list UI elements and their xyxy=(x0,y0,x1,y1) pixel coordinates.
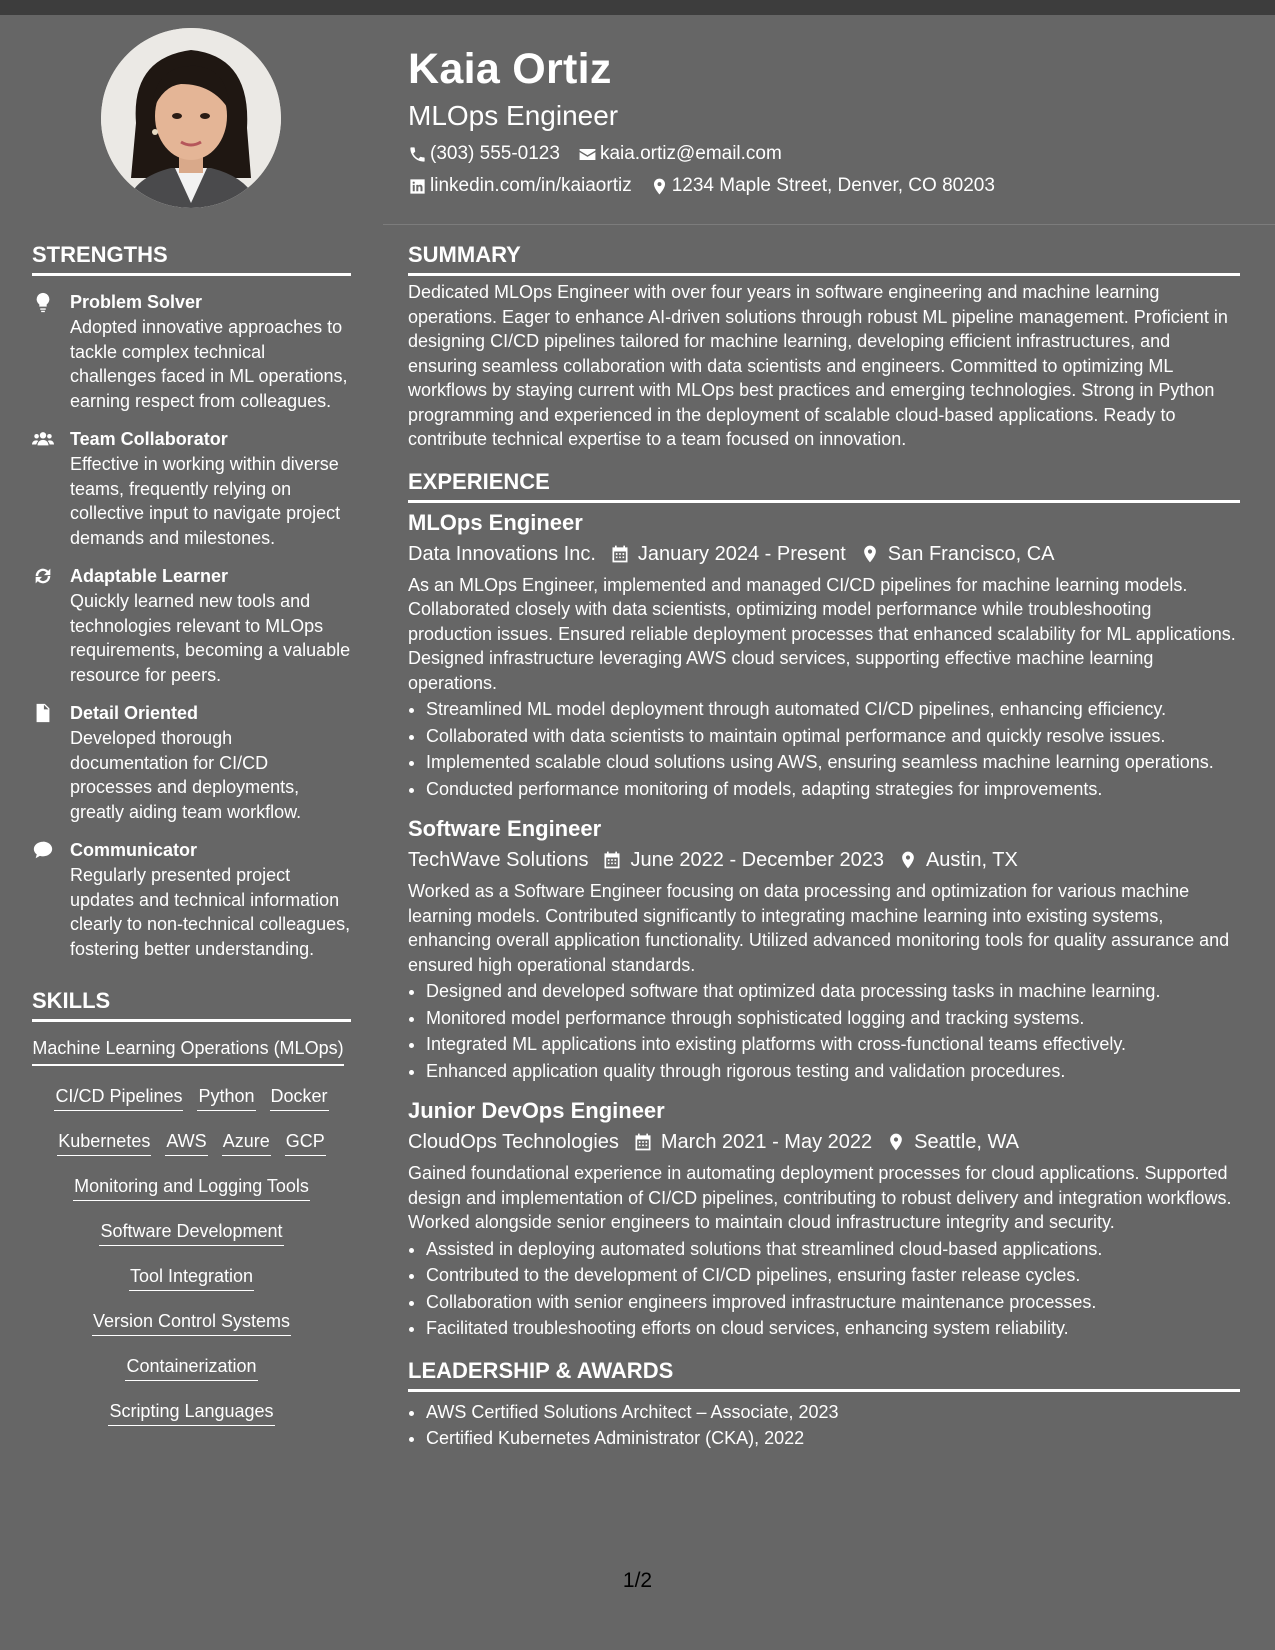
location-pin-icon xyxy=(860,544,880,564)
address-text: 1234 Maple Street, Denver, CO 80203 xyxy=(671,175,995,196)
profile-photo xyxy=(101,28,281,208)
job-dates: March 2021 - May 2022 xyxy=(660,1131,873,1153)
skill-tag: Software Development xyxy=(99,1219,283,1246)
phone-contact xyxy=(408,138,560,170)
linkedin-icon xyxy=(408,177,427,196)
skill-tag: Containerization xyxy=(125,1354,257,1381)
skill-row xyxy=(32,1084,351,1111)
skill-row xyxy=(32,1399,351,1426)
job-bullets xyxy=(408,979,1240,1083)
lightbulb-icon xyxy=(32,291,54,313)
skill-row xyxy=(32,1129,351,1156)
job-company: CloudOps Technologies xyxy=(408,1131,619,1153)
strength-title: Adaptable Learner xyxy=(70,566,229,586)
job-entry xyxy=(408,815,1240,1083)
skill-tag: Kubernetes xyxy=(57,1129,151,1156)
strength-description: Regularly presented project updates and technical information clearly to non-technical colleagues, fostering better understanding. xyxy=(70,865,351,959)
awards-list xyxy=(408,1400,1240,1451)
strength-description: Adopted innovative approaches to tackle complex technical challenges faced in ML operations, earning respect from colleagues. xyxy=(70,317,348,411)
contact-row-2 xyxy=(408,170,1238,202)
candidate-name: Kaia Ortiz xyxy=(408,45,612,93)
strength-item xyxy=(32,563,351,687)
job-meta xyxy=(408,1127,1240,1157)
job-title: Junior DevOps Engineer xyxy=(408,1098,665,1123)
skill-tag: Monitoring and Logging Tools xyxy=(73,1174,310,1201)
email-text[interactable]: kaia.ortiz@email.com xyxy=(599,143,782,164)
strengths-heading: STRENGTHS xyxy=(32,241,351,276)
job-meta xyxy=(408,845,1240,875)
summary-heading: SUMMARY xyxy=(408,241,1240,276)
strength-item xyxy=(32,289,351,413)
resume-header xyxy=(408,40,1238,202)
job-description: Worked as a Software Engineer focusing on data processing and optimization for various machine learning models. Contributed significantly to integrating machine learning into existing systems, enhancing overall application functionality. Utilized advanced monitoring tools for quality assurance and ensured high operational standards. xyxy=(408,881,1230,975)
job-entry xyxy=(408,509,1240,802)
email-contact[interactable] xyxy=(578,138,782,170)
job-location: Austin, TX xyxy=(925,849,1018,871)
contact-row-1 xyxy=(408,138,1238,170)
job-bullet: • Facilitated troubleshooting efforts on cloud services, enhancing system reliability. xyxy=(426,1316,1240,1341)
linkedin-contact[interactable] xyxy=(408,170,632,202)
page-indicator: 1/2 xyxy=(622,1569,653,1592)
job-bullet: • Implemented scalable cloud solutions using AWS, ensuring seamless machine learning operations. xyxy=(426,750,1240,775)
summary-text: Dedicated MLOps Engineer with over four years in software engineering and machine learning operations. Eager to enhance AI-driven solutions through robust ML pipeline management. Proficient in designing CI/CD pipelines tailored for machine learning, developing efficient infrastructures, and ensuring seamless collaboration with data scientists and engineers. Committed to optimizing ML workflows by staying current with MLOps best practices and emerging technologies. Strong in Python programming and experienced in the deployment of scalable cloud-based applications. Ready to contribute technical expertise to a team focused on innovation. xyxy=(408,282,1228,449)
phone-text: (303) 555-0123 xyxy=(430,143,560,164)
experience-heading: EXPERIENCE xyxy=(408,468,1240,503)
job-bullet: • Collaborated with data scientists to maintain optimal performance and quickly resolve issues. xyxy=(426,724,1240,749)
portrait-image xyxy=(101,28,281,208)
job-location: San Francisco, CA xyxy=(887,542,1055,565)
header-divider xyxy=(383,224,1275,225)
strength-item xyxy=(32,700,351,824)
skill-tag: Tool Integration xyxy=(129,1264,254,1291)
skill-tag: CI/CD Pipelines xyxy=(54,1084,183,1111)
job-location: Seattle, WA xyxy=(914,1131,1019,1153)
candidate-role: MLOps Engineer xyxy=(408,100,619,131)
calendar-icon xyxy=(602,850,622,870)
job-dates: January 2024 - Present xyxy=(637,542,846,565)
location-pin-icon xyxy=(898,850,918,870)
strength-description: Developed thorough documentation for CI/CD processes and deployments, greatly aiding team workflow. xyxy=(70,728,302,822)
strength-title: Detail Oriented xyxy=(70,703,199,723)
skill-row xyxy=(32,1354,351,1381)
skill-tag: Azure xyxy=(222,1129,271,1156)
document-icon xyxy=(32,702,54,724)
speech-bubble-icon xyxy=(32,839,54,861)
job-bullet: • Designed and developed software that optimized data processing tasks in machine learning. xyxy=(426,979,1240,1004)
envelope-icon xyxy=(578,145,597,164)
strength-title: Team Collaborator xyxy=(70,429,228,449)
strength-item xyxy=(32,837,351,961)
refresh-icon xyxy=(32,565,54,587)
awards-heading: LEADERSHIP & AWARDS xyxy=(408,1357,1240,1392)
location-pin-icon xyxy=(650,177,669,196)
calendar-icon xyxy=(610,544,630,564)
skill-tag: Version Control Systems xyxy=(92,1309,291,1336)
skill-tag: Python xyxy=(197,1084,255,1111)
job-bullet: • Assisted in deploying automated solutions that streamlined cloud-based applications. xyxy=(426,1237,1240,1262)
job-title: MLOps Engineer xyxy=(408,509,583,535)
job-description: As an MLOps Engineer, implemented and managed CI/CD pipelines for machine learning models. Collaborated closely with data scientists, optimizing model performance while troubleshooting production issues. Ensured reliable deployment processes that enhanced scalability for ML applications. Designed infrastructure leveraging AWS cloud services, supporting effective machine learning operations. xyxy=(408,574,1236,693)
job-bullet: • Collaboration with senior engineers improved infrastructure maintenance processes. xyxy=(426,1290,1240,1315)
job-dates: June 2022 - December 2023 xyxy=(630,849,884,871)
skill-row xyxy=(32,1174,351,1201)
job-bullet: • Monitored model performance through sophisticated logging and tracking systems. xyxy=(426,1006,1240,1031)
strength-title: Communicator xyxy=(70,840,198,860)
skill-tag: Docker xyxy=(270,1084,329,1111)
job-description: Gained foundational experience in automating deployment processes for cloud applications. Supported design and implementation of CI/CD pipelines, contributing to robust delivery and integration workflows. Worked alongside senior engineers to maintain cloud infrastructure integrity and security. xyxy=(408,1163,1232,1232)
award-item: • AWS Certified Solutions Architect – Associate, 2023 xyxy=(426,1400,1240,1425)
strength-item xyxy=(32,426,351,550)
location-pin-icon xyxy=(886,1132,906,1152)
users-icon xyxy=(32,428,54,450)
strength-description: Effective in working within diverse teams, frequently relying on collective input to navigate project demands and milestones. xyxy=(70,454,341,548)
skill-row xyxy=(32,1219,351,1246)
job-meta xyxy=(408,539,1240,569)
job-bullet: • Integrated ML applications into existing platforms with cross-functional teams effectively. xyxy=(426,1032,1240,1057)
experience-section xyxy=(408,468,1240,1341)
left-column xyxy=(32,241,351,1426)
awards-section xyxy=(408,1357,1240,1451)
strength-description: Quickly learned new tools and technologies relevant to MLOps requirements, becoming a valuable resource for peers. xyxy=(70,591,351,685)
job-entry xyxy=(408,1097,1240,1341)
skill-tag: Scripting Languages xyxy=(108,1399,274,1426)
skill-tag: AWS xyxy=(165,1129,207,1156)
address-contact xyxy=(650,170,995,202)
job-bullets xyxy=(408,697,1240,801)
phone-icon xyxy=(408,145,427,164)
job-bullet: • Streamlined ML model deployment through automated CI/CD pipelines, enhancing efficiency. xyxy=(426,697,1240,722)
skill-main: Machine Learning Operations (MLOps) xyxy=(32,1022,344,1066)
job-bullet: • Conducted performance monitoring of models, adapting strategies for improvements. xyxy=(426,777,1240,802)
calendar-icon xyxy=(633,1132,653,1152)
skill-row xyxy=(32,1264,351,1291)
job-bullet: • Enhanced application quality through rigorous testing and validation procedures. xyxy=(426,1059,1240,1084)
job-company: Data Innovations Inc. xyxy=(408,542,596,565)
right-column xyxy=(408,241,1240,1453)
skills-heading: SKILLS xyxy=(32,987,351,1022)
job-bullets xyxy=(408,1237,1240,1341)
skills-section xyxy=(32,987,351,1426)
skill-row xyxy=(32,1309,351,1336)
linkedin-text[interactable]: linkedin.com/in/kaiaortiz xyxy=(430,175,632,196)
job-company: TechWave Solutions xyxy=(408,849,589,871)
top-bar xyxy=(0,0,1275,15)
job-bullet: • Contributed to the development of CI/CD pipelines, ensuring faster release cycles. xyxy=(426,1263,1240,1288)
award-item: • Certified Kubernetes Administrator (CKA), 2022 xyxy=(426,1426,1240,1451)
job-title: Software Engineer xyxy=(408,816,602,841)
strength-title: Problem Solver xyxy=(70,292,203,312)
skill-tag: GCP xyxy=(285,1129,326,1156)
